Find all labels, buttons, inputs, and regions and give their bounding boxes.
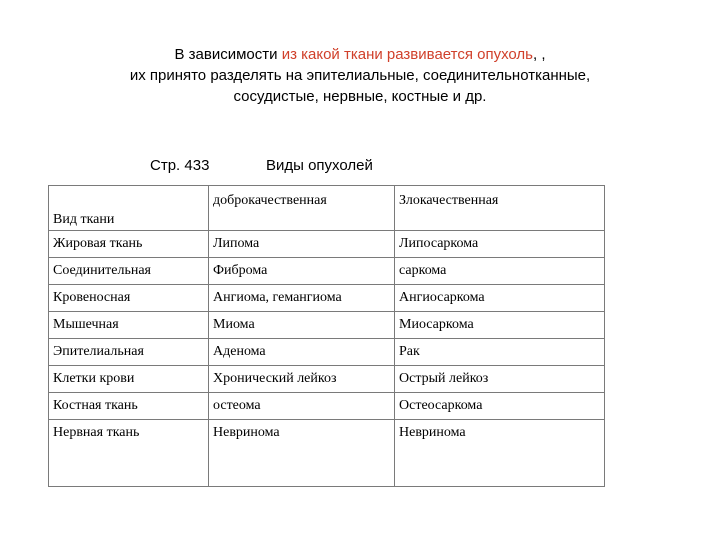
cell-tissue: Кровеносная [49, 285, 209, 312]
intro-line-1 [0, 44, 720, 65]
cell-malignant: Миосаркома [395, 312, 605, 339]
table-row [49, 366, 605, 393]
intro-line-1-end: , , [533, 46, 546, 63]
cell-benign: Липома [209, 231, 395, 258]
table-row [49, 393, 605, 420]
cell-tissue: Костная ткань [49, 393, 209, 420]
table-row [49, 420, 605, 487]
table-row [49, 258, 605, 285]
cell-tissue: Мышечная [49, 312, 209, 339]
cell-malignant: Рак [395, 339, 605, 366]
intro-line-2: их принято разделять на эпителиальные, соединительнотканные, [129, 67, 591, 84]
cell-tissue: Клетки крови [49, 366, 209, 393]
cell-malignant: Остеосаркома [395, 393, 605, 420]
header-malignant: Злокачественная [395, 186, 605, 231]
table-row [49, 231, 605, 258]
cell-benign: Хронический лейкоз [209, 366, 395, 393]
intro-line-1-start: В зависимости [174, 46, 282, 63]
cell-benign: Ангиома, гемангиома [209, 285, 395, 312]
cell-benign: остеома [209, 393, 395, 420]
cell-malignant: Ангиосаркома [395, 285, 605, 312]
cell-malignant: Липосаркома [395, 231, 605, 258]
cell-malignant: саркома [395, 258, 605, 285]
table-row [49, 285, 605, 312]
header-benign: доброкачественная [209, 186, 395, 231]
cell-malignant: Острый лейкоз [395, 366, 605, 393]
cell-tissue: Соединительная [49, 258, 209, 285]
table-title: Виды опухолей [266, 157, 373, 174]
header-tissue-type: Вид ткани [49, 186, 209, 231]
table-body [49, 186, 605, 487]
intro-line-3: сосудистые, нервные, костные и др. [233, 88, 487, 105]
cell-benign: Миома [209, 312, 395, 339]
cell-malignant: Невринома [395, 420, 605, 487]
table-header-row [49, 186, 605, 231]
cell-tissue: Эпителиальная [49, 339, 209, 366]
cell-benign: Фиброма [209, 258, 395, 285]
intro-text [0, 44, 720, 107]
page-reference: Стр. 433 [150, 157, 210, 174]
intro-highlight: из какой ткани развивается опухоль [281, 46, 533, 63]
cell-tissue: Жировая ткань [49, 231, 209, 258]
cell-tissue: Нервная ткань [49, 420, 209, 487]
tumor-types-table [48, 185, 605, 487]
cell-benign: Невринома [209, 420, 395, 487]
table-row [49, 339, 605, 366]
table-row [49, 312, 605, 339]
cell-benign: Аденома [209, 339, 395, 366]
